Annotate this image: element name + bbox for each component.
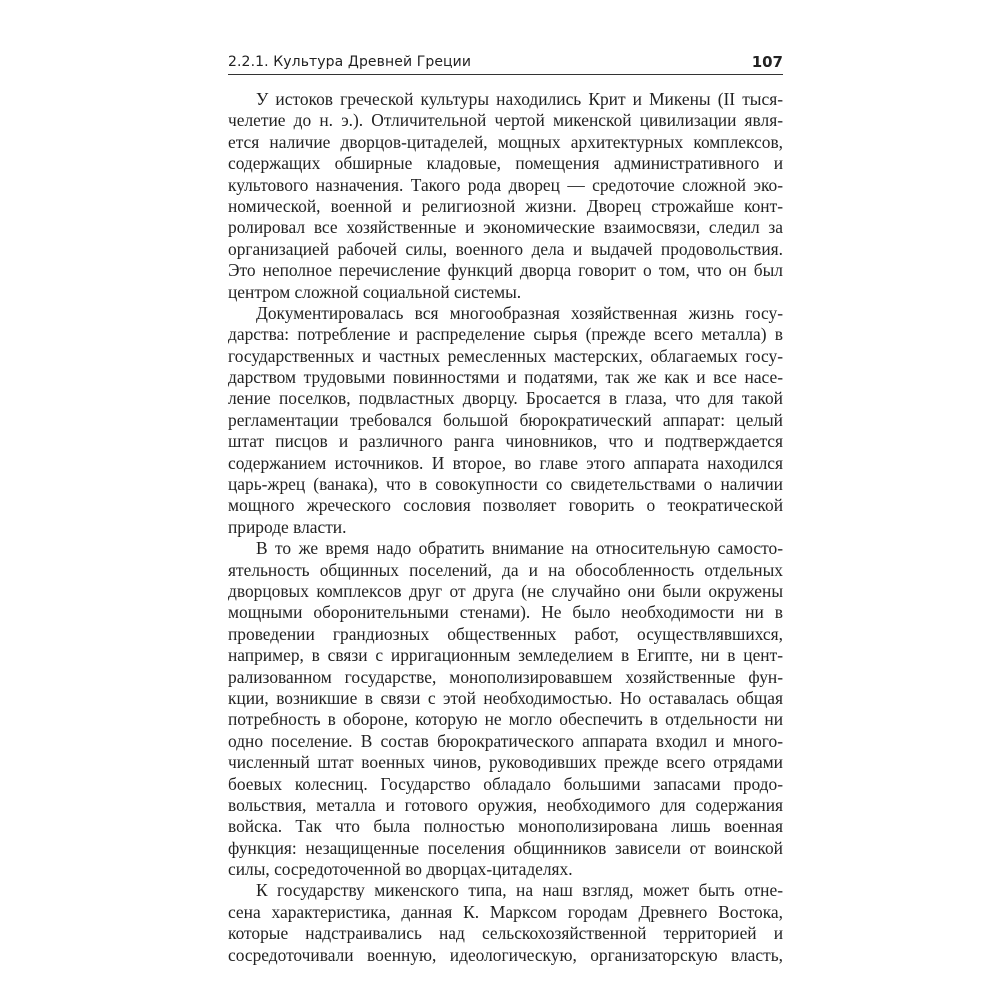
text-line: Документировалась вся многообразная хозяйственная жизнь госу- <box>256 302 783 323</box>
text-line: проведении грандиозных общественных работ, осуществлявшихся, <box>228 623 783 644</box>
text-line: челетие до н. э.). Отличительной чертой микенской цивилизации явля- <box>228 110 783 131</box>
text-line: дворцовых комплексов друг от друга (не случайно они были окружены <box>228 580 783 601</box>
text-line: В то же время надо обратить внимание на относительную самосто- <box>256 538 783 559</box>
page-number: 107 <box>751 53 783 71</box>
text-line: ятельность общинных поселений, да и на обособленность отдельных <box>228 559 783 580</box>
text-line: центром сложной социальной системы. <box>228 281 522 302</box>
text-line: государственных и частных ремесленных мастерских, облагаемых госу- <box>228 345 783 366</box>
text-line: сена характеристика, данная К. Марксом городам Древнего Востока, <box>228 901 783 922</box>
text-line: мощными оборонительными стенами). Не было необходимости ни в <box>228 602 783 623</box>
section-title: 2.2.1. Культура Древней Греции <box>228 54 472 70</box>
text-line: К государству микенского типа, на наш взгляд, может быть отне- <box>256 880 783 901</box>
text-line: содержанием источников. И второе, во главе этого аппарата находился <box>228 452 783 473</box>
text-line: вольствия, металла и готового оружия, необходимого для содержания <box>228 794 783 815</box>
text-line: У истоков греческой культуры находились Крит и Микены (II тыся- <box>256 89 783 109</box>
text-line: рализованном государстве, монополизировавшем хозяйственные фун- <box>228 666 783 687</box>
text-line: кции, возникшие в связи с этой необходимостью. Но оставалась общая <box>228 687 783 708</box>
text-line: царь-жрец (ванака), что в совокупности со свидетельствами о наличии <box>228 474 783 495</box>
text-line: боевых колесниц. Государство обладало большими запасами продо- <box>228 773 783 794</box>
text-line: ролировал все хозяйственные и экономические взаимосвязи, следил за <box>228 217 783 238</box>
text-line: которые надстраивались над сельскохозяйственной территорией и <box>228 923 783 944</box>
text-line: Это неполное перечисление функций дворца говорит о том, что он был <box>228 260 783 281</box>
text-line: организацией рабочей силы, военного дела и выдачей продовольствия. <box>228 238 783 259</box>
text-line: природе власти. <box>228 516 347 537</box>
paragraph <box>228 89 783 303</box>
text-line: номической, военной и религиозной жизни. Дворец строжайше конт- <box>228 195 783 216</box>
text-line: сосредоточивали военную, идеологическую, организаторскую власть, <box>228 944 783 965</box>
text-line: потребность в обороне, которую не могло обеспечить в отдельности ни <box>228 709 783 730</box>
text-line: культового назначения. Такого рода дворец — средоточие сложной эко- <box>228 174 783 195</box>
body-text <box>228 89 783 966</box>
book-page <box>228 50 783 966</box>
text-line: мощного жреческого сословия позволяет говорить о теократической <box>228 495 783 516</box>
text-line: содержащих обширные кладовые, помещения административного и <box>228 153 783 174</box>
text-line: штат писцов и различного ранга чиновников, что и подтверждается <box>228 431 783 452</box>
text-line: регламентации требовался большой бюрократический аппарат: целый <box>228 409 783 430</box>
text-line: силы, сосредоточенной во дворцах-цитаделях. <box>228 859 573 880</box>
text-line: численный штат военных чинов, руководивших прежде всего отрядами <box>228 752 783 773</box>
paragraph <box>228 538 783 880</box>
text-line: дарством трудовыми повинностями и податями, так же как и все насе- <box>228 367 783 388</box>
paragraph <box>228 303 783 538</box>
paragraph <box>228 880 783 966</box>
text-line: войска. Так что была полностью монополизирована лишь военная <box>228 816 783 837</box>
text-line: например, в связи с ирригационным земледелием в Египте, ни в цент- <box>228 645 783 666</box>
text-line: дарства: потребление и распределение сырья (прежде всего металла) в <box>228 324 783 345</box>
text-line: одно поселение. В состав бюрократического аппарата входил и много- <box>228 730 783 751</box>
text-line: ется наличие дворцов-цитаделей, мощных архитектурных комплексов, <box>228 131 783 152</box>
text-line: ление поселков, подвластных дворцу. Бросается в глаза, что для такой <box>228 388 783 409</box>
text-line: функция: незащищенные поселения общинников зависели от воинской <box>228 837 783 858</box>
running-header <box>228 50 783 75</box>
